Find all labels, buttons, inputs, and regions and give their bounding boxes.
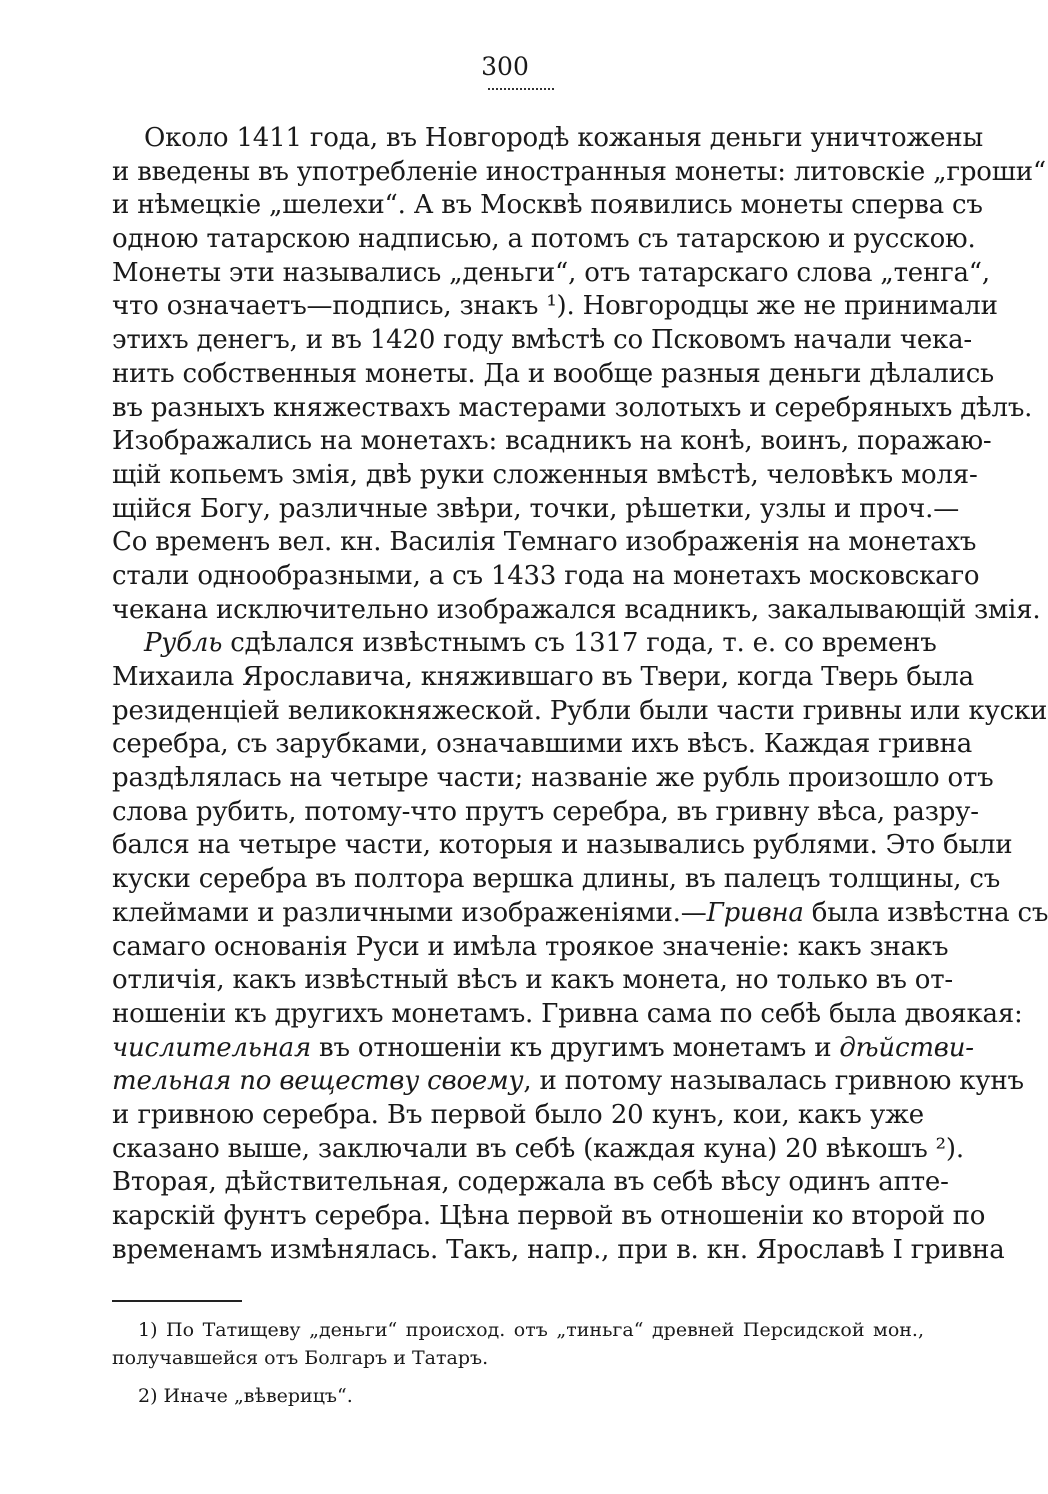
text-line: и введены въ употребленіе иностранныя монеты: литовскіе „гроши“: [112, 156, 1046, 187]
text-span: клеймами и различными изображеніями.—: [112, 897, 707, 928]
text-line: нить собственныя монеты. Да и вообще разныя деньги дѣлались: [112, 358, 995, 389]
text-line: [112, 1032, 974, 1066]
text-line: щійся Богу, различные звѣри, точки, рѣшетки, узлы и проч.—: [112, 493, 960, 524]
text-span: , и потому называлась гривною кунъ: [523, 1066, 1024, 1097]
text-line: серебра, съ зарубками, означавшими ихъ вѣсъ. Каждая гривна: [112, 729, 973, 760]
text-line: куски серебра въ полтора вершка длины, въ палецъ толщины, съ: [112, 864, 1001, 895]
text-line: карскій фунтъ серебра. Цѣна первой въ отношеніи ко второй по: [112, 1201, 986, 1231]
text-line: отличія, какъ извѣстный вѣсъ и какъ монета, но только въ от-: [112, 965, 953, 996]
text-line: сказано выше, заключали въ себѣ (каждая куна) 20 вѣкошъ ²).: [112, 1133, 964, 1164]
footnote-gap: [112, 1372, 924, 1382]
italic-term: числительная: [112, 1032, 311, 1063]
text-line: [112, 627, 937, 661]
text-span: была извѣстна съ: [803, 897, 1048, 928]
text-line: временамъ измѣнялась. Такъ, напр., при в. кн. Ярославѣ I гривна: [112, 1234, 1005, 1265]
text-line: чекана исключительно изображался всадникъ, закалывающій змія.: [112, 594, 1041, 625]
text-line: одною татарскою надписью, а потомъ съ татарскою и русскою.: [112, 224, 976, 255]
text-line: Вторая, дѣйствительная, содержала въ себѣ вѣсу одинъ апте-: [112, 1167, 949, 1198]
page-number: 300: [481, 52, 529, 81]
text-line: резиденціей великокняжеской. Рубли были части гривны или куски: [112, 695, 1048, 726]
footnote-line: 2) Иначе „вѣверицъ“.: [138, 1385, 353, 1407]
text-line: ношеніи къ другихъ монетамъ. Гривна сама по себѣ была двоякая:: [112, 998, 1023, 1029]
text-line: и нѣмецкіе „шелехи“. А въ Москвѣ появились монеты сперва съ: [112, 190, 983, 221]
footnote-line: 1) По Татищеву „деньги“ происход. отъ „тиньга“ древней Персидской мон.,: [138, 1319, 924, 1341]
text-line: что означаетъ—подпись, знакъ ¹). Новгородцы же не принимали: [112, 291, 998, 322]
text-line: Изображались на монетахъ: всадникъ на конѣ, воинъ, поражаю-: [112, 426, 992, 457]
footnotes: [112, 1316, 924, 1410]
page-number-rule: [488, 88, 554, 90]
text-span: сдѣлался извѣстнымъ съ 1317 года, т. е. со временъ: [222, 628, 937, 659]
text-line: Михаила Ярославича, княжившаго въ Твери, когда Тверь была: [112, 662, 974, 692]
text-line: [112, 897, 1048, 931]
main-text: [112, 122, 1048, 1267]
text-line: самаго основанія Руси и имѣла троякое значеніе: какъ знакъ: [112, 931, 949, 962]
footnote-line: получавшейся отъ Болгаръ и Татаръ.: [112, 1347, 489, 1369]
text-span: въ отношеніи къ другимъ монетамъ и: [310, 1032, 840, 1063]
footnote-rule: [112, 1300, 242, 1302]
text-line: Со временъ вел. кн. Василія Темнаго изображенія на монетахъ: [112, 527, 977, 558]
text-line: Монеты эти назывались „деньги“, отъ татарскаго слова „тенга“,: [112, 257, 990, 288]
text-line: [112, 1065, 1024, 1099]
text-line: Около 1411 года, въ Новгородѣ кожаныя деньги уничтожены: [144, 123, 983, 153]
italic-term: Гривна: [706, 897, 804, 928]
text-line: раздѣлялась на четыре части; названіе же рубль произошло отъ: [112, 763, 994, 794]
text-line: стали однообразными, а съ 1433 года на монетахъ московскаго: [112, 560, 980, 591]
text-line: этихъ денегъ, и въ 1420 году вмѣстѣ со Псковомъ начали чека-: [112, 325, 972, 356]
italic-term: дѣйстви-: [839, 1032, 974, 1063]
text-line: щій копьемъ змія, двѣ руки сложенныя вмѣстѣ, человѣкъ моля-: [112, 459, 978, 490]
italic-term: тельная по веществу своему: [112, 1066, 524, 1097]
text-line: въ разныхъ княжествахъ мастерами золотыхъ и серебряныхъ дѣлъ.: [112, 392, 1033, 423]
text-line: бался на четыре части, которыя и назывались рублями. Это были: [112, 830, 1013, 861]
text-line: слова рубить, потому-что прутъ серебра, въ гривну вѣса, разру-: [112, 796, 979, 827]
italic-term: Рубль: [144, 628, 223, 659]
text-line: и гривною серебра. Въ первой было 20 кунъ, кои, какъ уже: [112, 1099, 924, 1130]
